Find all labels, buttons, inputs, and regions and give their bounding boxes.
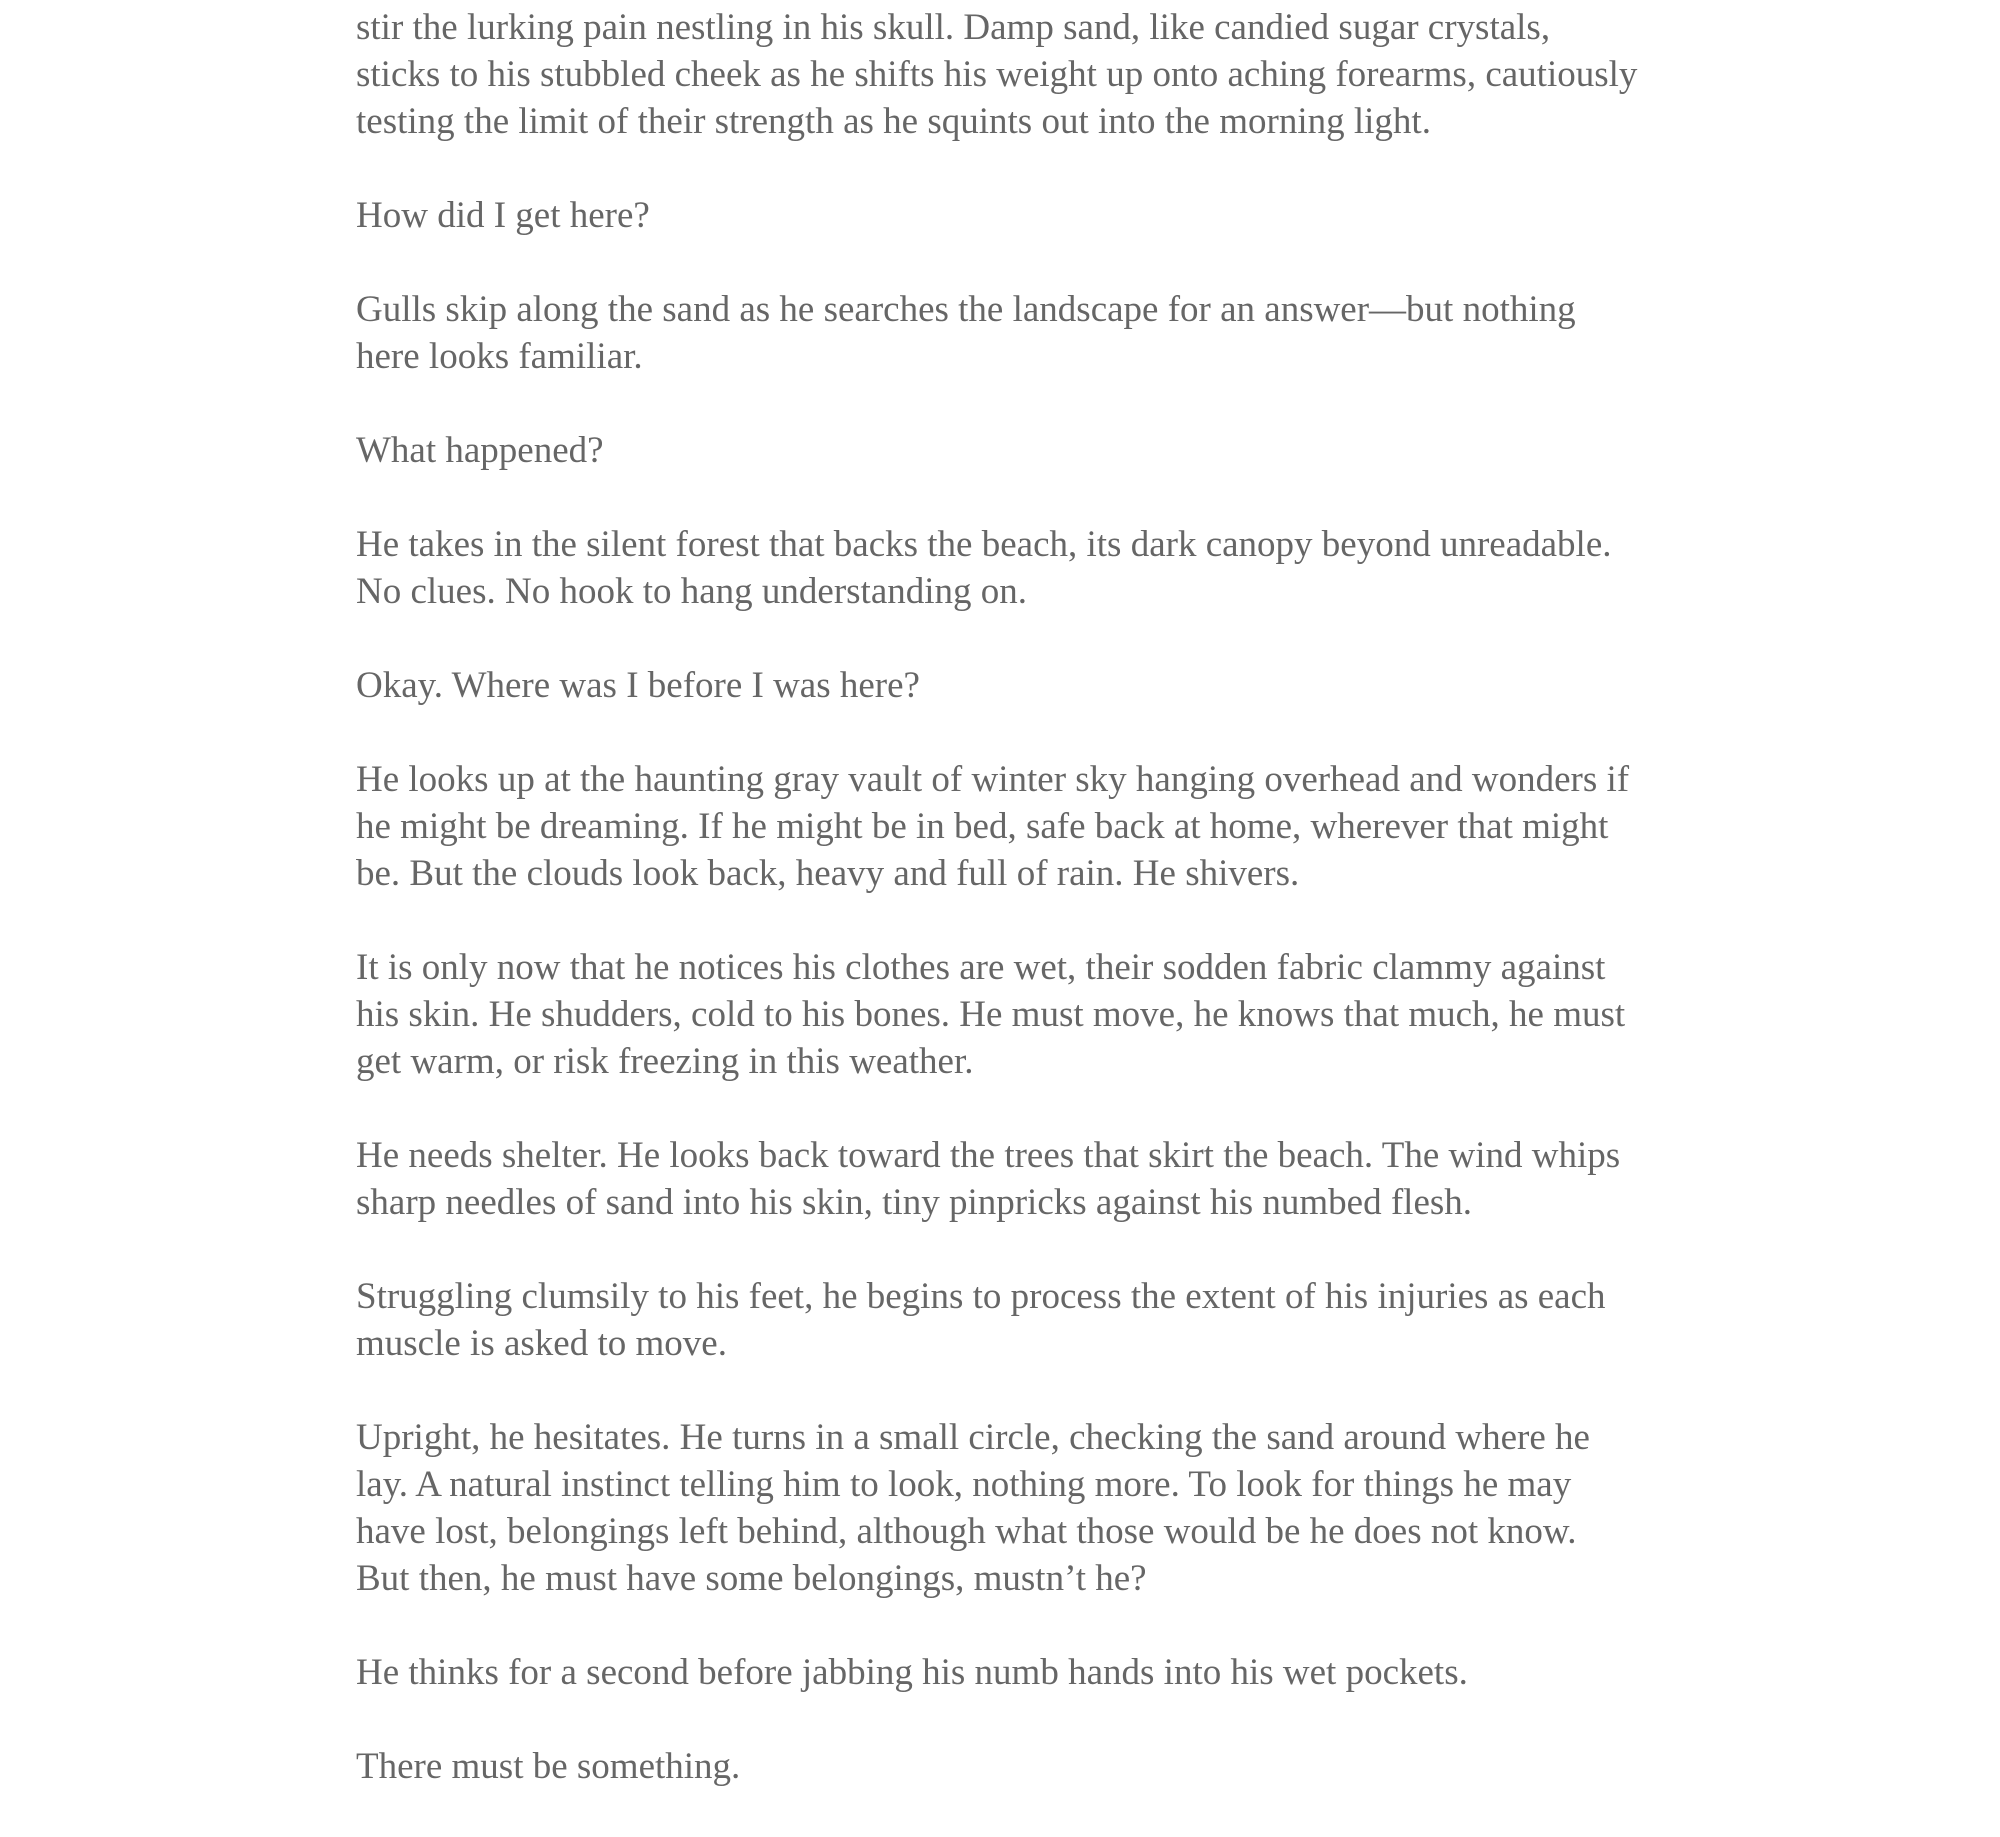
paragraph-11 [356, 1414, 1696, 1602]
text-line: It is only now that he notices his clothes are wet, their sodden fabric clammy against [356, 947, 1606, 988]
paragraph-12 [356, 1649, 1696, 1696]
text-line: lay. A natural instinct telling him to look, nothing more. To look for things he may [356, 1464, 1572, 1505]
document-body [356, 4, 1696, 1837]
paragraph-7 [356, 756, 1696, 897]
text-line: he might be dreaming. If he might be in bed, safe back at home, wherever that might [356, 806, 1609, 847]
text-line: Struggling clumsily to his feet, he begins to process the extent of his injuries as each [356, 1276, 1606, 1317]
text-line: But then, he must have some belongings, mustn’t he? [356, 1558, 1147, 1599]
text-line: get warm, or risk freezing in this weather. [356, 1041, 974, 1082]
text-line: He thinks for a second before jabbing his numb hands into his wet pockets. [356, 1652, 1468, 1693]
paragraph-4 [356, 427, 1696, 474]
text-line: He needs shelter. He looks back toward the trees that skirt the beach. The wind whips [356, 1135, 1621, 1176]
paragraph-1 [356, 4, 1696, 145]
text-line: Okay. Where was I before I was here? [356, 665, 920, 706]
text-line: How did I get here? [356, 195, 650, 236]
paragraph-3 [356, 286, 1696, 380]
text-line: sticks to his stubbled cheek as he shifts his weight up onto aching forearms, cautiously [356, 54, 1638, 95]
text-line: here looks familiar. [356, 336, 643, 377]
text-line: He takes in the silent forest that backs the beach, its dark canopy beyond unreadable. [356, 524, 1612, 565]
paragraph-5 [356, 521, 1696, 615]
text-line: No clues. No hook to hang understanding on. [356, 571, 1028, 612]
text-line: sharp needles of sand into his skin, tiny pinpricks against his numbed flesh. [356, 1182, 1473, 1223]
text-line: testing the limit of their strength as he squints out into the morning light. [356, 101, 1431, 142]
text-line: have lost, belongings left behind, although what those would be he does not know. [356, 1511, 1577, 1552]
paragraph-9 [356, 1132, 1696, 1226]
paragraph-8 [356, 944, 1696, 1085]
text-line: Upright, he hesitates. He turns in a small circle, checking the sand around where he [356, 1417, 1590, 1458]
text-line: He looks up at the haunting gray vault of winter sky hanging overhead and wonders if [356, 759, 1630, 800]
paragraph-13 [356, 1743, 1696, 1790]
text-line: muscle is asked to move. [356, 1323, 727, 1364]
paragraph-10 [356, 1273, 1696, 1367]
text-line: be. But the clouds look back, heavy and full of rain. He shivers. [356, 853, 1300, 894]
paragraph-2 [356, 192, 1696, 239]
text-line: What happened? [356, 430, 604, 471]
text-line: his skin. He shudders, cold to his bones. He must move, he knows that much, he must [356, 994, 1626, 1035]
text-line: There must be something. [356, 1746, 741, 1787]
text-line: stir the lurking pain nestling in his skull. Damp sand, like candied sugar crystals, [356, 7, 1551, 48]
paragraph-6 [356, 662, 1696, 709]
text-line: Gulls skip along the sand as he searches the landscape for an answer—but nothing [356, 289, 1576, 330]
